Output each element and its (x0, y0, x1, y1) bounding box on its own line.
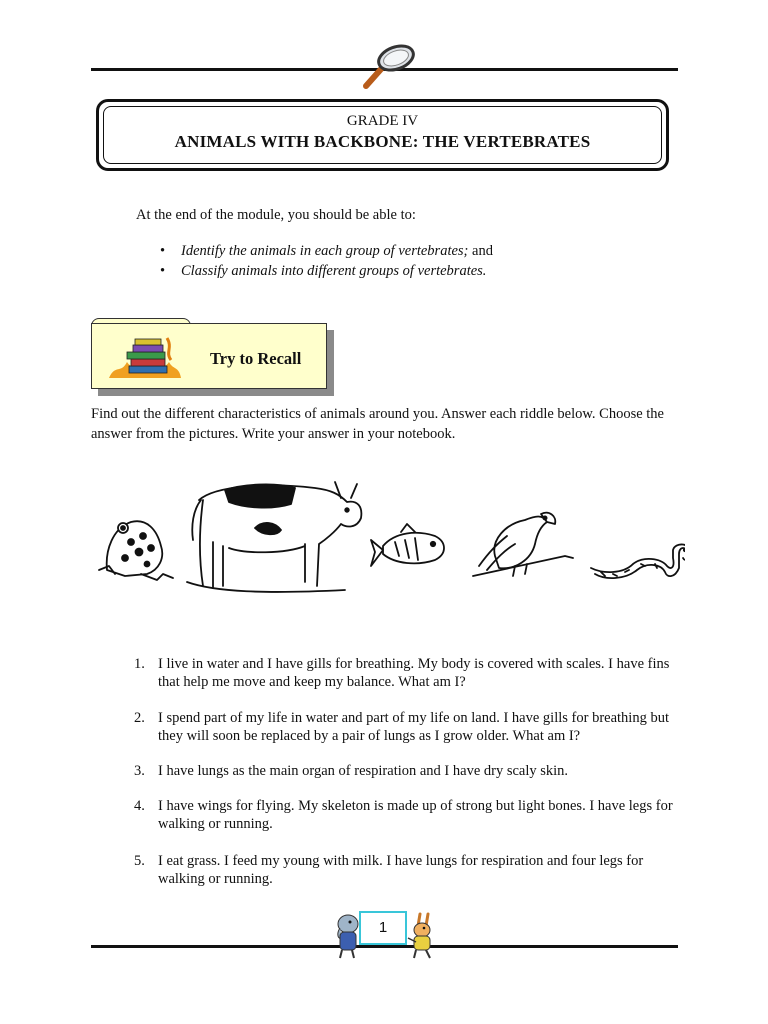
section-title: Try to Recall (210, 349, 302, 368)
question-text: I live in water and I have gills for breathing. My body is covered with scales. I have fins that help me move and keep my balance. What am I? (158, 656, 670, 690)
question-text: I have lungs as the main organ of respiration and I have dry scaly skin. (158, 763, 569, 779)
question-text: I spend part of my life in water and part of my life on land. I have gills for breathing but they will soon be replaced by a pair of lungs as I grow older. What am I? (158, 710, 669, 744)
animals-illustration (95, 470, 685, 605)
rabbit-mascot-icon (404, 912, 438, 960)
intro-text: At the end of the module, you should be able to: (136, 207, 416, 223)
objective-text: Identify the animals in each group of vertebrates; (181, 243, 469, 259)
module-title: ANIMALS WITH BACKBONE: THE VERTEBRATES (174, 132, 591, 151)
fish-image (371, 524, 444, 566)
question-text: I have wings for flying. My skeleton is made up of strong but light bones. I have legs for walking or running. (158, 798, 673, 832)
question-text: I eat grass. I feed my young with milk. I have lungs for respiration and four legs for walking or running. (158, 853, 644, 887)
title-box (96, 99, 669, 171)
snake-image (591, 544, 685, 578)
objective-text: Classify animals into different groups of vertebrates. (181, 263, 487, 279)
bird-image (473, 513, 573, 576)
books-icon (107, 330, 183, 382)
page-number: 1 (359, 911, 407, 945)
cow-image (187, 482, 361, 592)
instructions-text: Find out the different characteristics of animals around you. Answer each riddle below. Choose the answer from the pictures. Write your answer in your notebook. (91, 406, 664, 442)
magnifying-glass-icon (352, 40, 418, 92)
frog-image (99, 521, 173, 580)
grade-label: GRADE IV (346, 113, 419, 129)
bottom-rule (91, 945, 678, 948)
